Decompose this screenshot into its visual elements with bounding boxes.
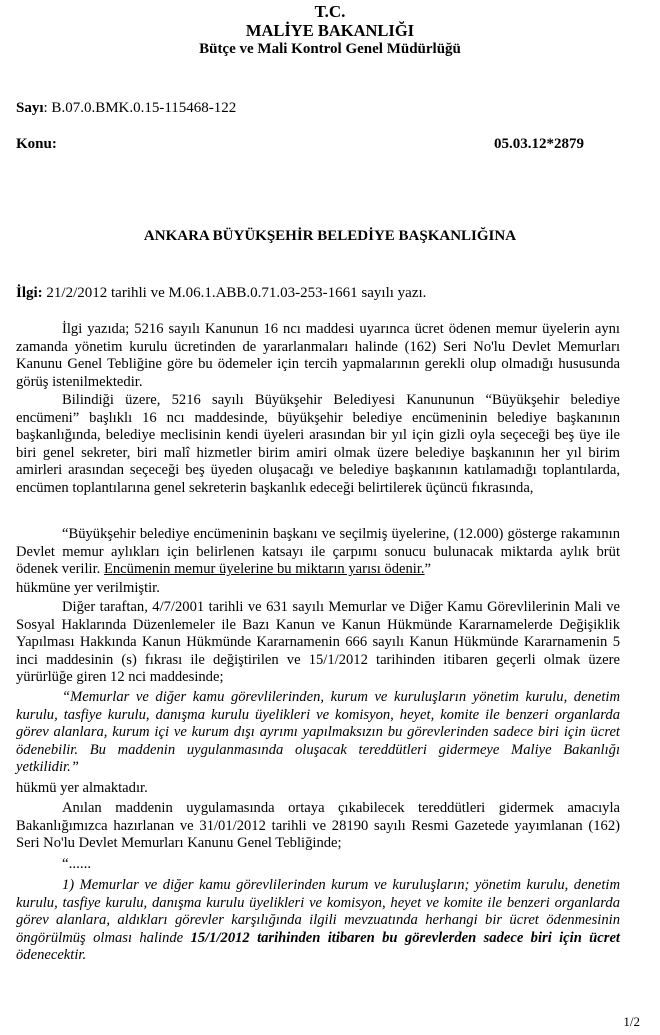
sayi-value: : B.07.0.BMK.0.15-115468-122: [43, 100, 237, 116]
document-number: 05.03.12*2879: [494, 136, 584, 152]
quote-1-after: hükmüne yer verilmiştir.: [16, 580, 160, 596]
header-directorate: Bütçe ve Mali Kontrol Genel Müdürlüğü: [199, 41, 461, 57]
header-tc: T.C.: [314, 2, 346, 21]
sayi-row: [16, 100, 236, 117]
quote-2-after: hükmü yer almaktadır.: [16, 780, 148, 796]
quote-3-open: “......: [62, 856, 92, 872]
quote-3-bold: 15/1/2012 tarihinden itibaren bu görevlerden sadece biri için ücret: [190, 929, 620, 946]
quote-1-close: ”: [424, 561, 432, 578]
quote-1: [16, 526, 620, 579]
header-ministry: MALİYE BAKANLIĞI: [245, 21, 415, 40]
quote-1-text: “Büyükşehir belediye encümeninin başkanı ve seçilmiş üyelerine, (12.000) gösterge rakamının Devlet memur aylıkları için belirlenen katsayı ile çarpımı sonucu bulunacak miktarda aylık brüt ödenek verilir.: [16, 526, 620, 578]
quote-2: “Memurlar ve diğer kamu görevlilerinden, kurum ve kuruluşların yönetim kurulu, denetim kurulu, tasfiye kurulu, danışma kurulu üyelikleri ve komisyon, heyet, komite ile benzeri organlarda görev alanlara, kurum içi ve kurum dışı ayrımı yapılmaksızın bu görevlerinden sadece biri için ücret ödenebilir. Bu maddenin uygulanmasında oluşacak tereddütleri gidermeye Maliye Bakanlığı yetkilidir.”: [16, 689, 620, 776]
quote-3: [16, 877, 620, 965]
paragraph-4: Anılan maddenin uygulamasında ortaya çıkabilecek tereddütleri gidermek amacıyla Bakanlığımızca hazırlanan ve 31/01/2012 tarihli ve 28190 sayılı Resmi Gazetede yayımlanan (162) Seri No'lu Devlet Memurları Kanunu Genel Tebliğinde;: [16, 800, 620, 852]
addressee: ANKARA BÜYÜKŞEHİR BELEDİYE BAŞKANLIĞINA: [143, 228, 517, 244]
ilgi-label: İlgi:: [16, 285, 43, 301]
paragraph-2: Bilindiği üzere, 5216 sayılı Büyükşehir Belediyesi Kanununun “Büyükşehir belediye encümeni” başlıklı 16 ncı maddesinde, büyükşehir belediye encümeninin belediye başkanının başkanlığında, belediye meclisinin kendi üyeleri arasından bir yıl için gizli oyla seçeceği beş üye ile biri genel sekreter, biri malî hizmetler birim amiri olmak üzere belediye başkanının her yıl birim amirleri arasından seçeceği beş üyeden oluşacağı ve belediye başkanının katılamadığı toplantılarda, encümen toplantılarına genel sekreterin başkanlık edeceği belirtilerek üçüncü fıkrasında,: [16, 392, 620, 496]
konu-label: Konu:: [16, 136, 57, 152]
quote-3-text: 1) Memurlar ve diğer kamu görevlilerinden kurum ve kuruluşların; yönetim kurulu, denetim kurulu, tasfiye kurulu, danışma kurulu üyelikleri ve komisyon, heyet ve komite ile benzeri organlarda görev alanlara, aldıkları görevler karşılığında ilgili mevzuatında herhangi bir ücret ödenmesinin öngörülmüş olması halinde: [16, 877, 620, 946]
paragraph-1: İlgi yazıda; 5216 sayılı Kanunun 16 ncı maddesi uyarınca ücret ödenen memur üyelerin aynı zamanda yönetim kurulu ücretinden de yararlanmaları halinde (162) Seri No'lu Devlet Memurları Kanunu Genel Tebliğine göre bu ödemeler için tercih yapmalarının gerekli olup olmadığı hususunda görüş istenilmektedir.: [16, 321, 620, 390]
quote-3-end: ödenecektir.: [16, 947, 87, 964]
ilgi-text: 21/2/2012 tarihli ve M.06.1.ABB.0.71.03-253-1661 sayılı yazı.: [42, 285, 427, 301]
quote-1-underlined: Encümenin memur üyelerine bu miktarın yarısı ödenir.: [103, 561, 425, 578]
ilgi-row: [16, 285, 426, 302]
page-number: 1/2: [623, 1014, 640, 1029]
sayi-label: Sayı: [16, 100, 44, 116]
paragraph-3: Diğer taraftan, 4/7/2001 tarihli ve 631 sayılı Memurlar ve Diğer Kamu Görevlilerinin Mali ve Sosyal Haklarında Düzenlemeler ile Bazı Kanun ve Kanun Hükmünde Kararnamelerde Değişiklik Yapılması Hakkında Kanun Hükmünde Kararnamenin 666 sayılı Kanun Hükmünde Kararnamenin 5 inci maddesinin (s) fıkrası ile değiştirilen ve 15/1/2012 tarihinden itibaren geçerli olmak üzere yürürlüğe giren 12 nci maddesinde;: [16, 599, 620, 686]
